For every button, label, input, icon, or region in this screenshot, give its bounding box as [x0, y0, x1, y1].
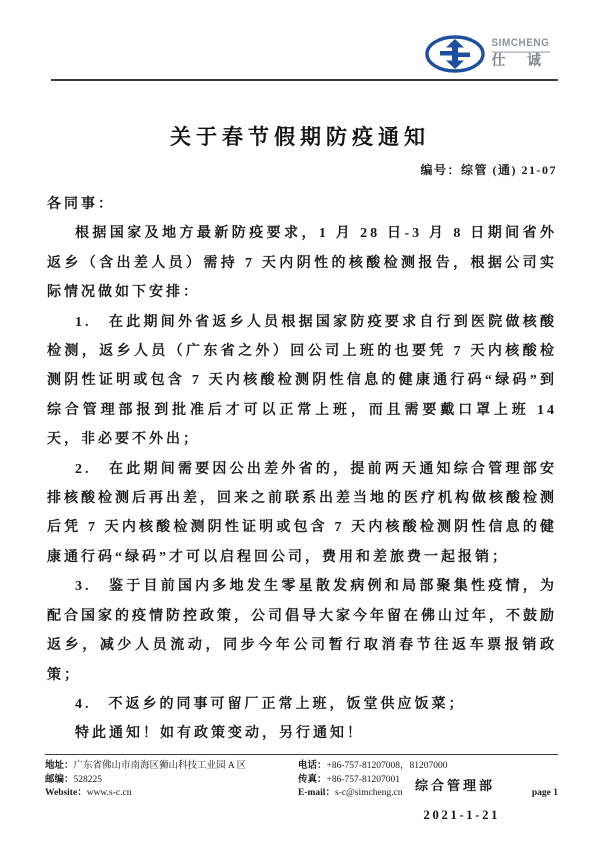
footer-email: [298, 787, 558, 801]
phone-label: 电话：: [298, 761, 327, 771]
brand-name-en: SIMCHENG: [492, 38, 551, 52]
fax-value: +86-757-81207001: [326, 774, 400, 785]
notice-body: [47, 190, 557, 749]
body-paragraph-item-4: 4. 不返乡的同事可留厂正常上班，饭堂供应饭菜；: [75, 696, 466, 712]
email-label: E-mail：: [298, 788, 335, 798]
page-title: 关于春节假期防疫通知: [170, 125, 430, 149]
email-value: s-c@simcheng.cn: [334, 788, 403, 798]
brand-name-cn: 仕 诚: [491, 54, 550, 69]
footer-fax: [298, 774, 558, 788]
brand-text: [492, 39, 551, 69]
footer-address: [45, 760, 298, 774]
document-number: 编号：综管 (通) 21-07: [420, 163, 557, 177]
closing-line: 特此通知！如有政策变动，另行通知！: [75, 726, 364, 742]
page-number: page 1: [531, 788, 558, 798]
phone-value: +86-757-81207008，81207000: [326, 761, 448, 771]
fax-label: 传真：: [298, 774, 327, 785]
address-value: 广东省佛山市南海区狮山科技工业园 A 区: [73, 761, 247, 771]
footer-phone: [298, 760, 558, 774]
body-paragraph: 根据国家及地方最新防疫要求，1 月 28 日-3 月 8 日期间省外返乡（含出差人员）需持 7 天内阴性的核酸检测报告，根据公司实际情况做如下安排：: [47, 226, 557, 301]
footer-zip: [45, 774, 298, 788]
company-logo: [424, 34, 551, 74]
footer-row-1: [45, 760, 558, 774]
simcheng-logo-icon: [424, 34, 486, 74]
letterhead-header: [0, 0, 600, 79]
website-label: Website：: [45, 788, 87, 798]
signature-department: 综合管理部: [414, 777, 495, 793]
address-label: 地址：: [45, 761, 74, 771]
website-value: www.s-c.cn: [86, 788, 132, 798]
footer-website: [45, 787, 298, 801]
zip-label: 邮编：: [45, 774, 74, 785]
footer-row-2: [45, 774, 558, 788]
body-paragraph-item-3: 3. 鉴于目前国内多地发生零星散发病例和局部聚集性疫情，为配合国家的疫情防控政策，公司倡导大家今年留在佛山过年，不鼓励返乡，减少人员流动，同步今年公司暂行取消春节往返车票报销政策；: [47, 579, 557, 683]
zip-value: 528225: [73, 774, 103, 785]
body-paragraph-item-2: 2. 在此期间需要因公出差外省的，提前两天通知综合管理部安排核酸检测后再出差，回来之前联系出差当地的医疗机构做核酸检测后凭 7 天内核酸检测阴性证明或包含 7 天内核酸检测阴性信息的健康通行码“绿码”才可以启程回公司，费用和差旅费一起报销；: [47, 461, 557, 565]
letterhead-footer: [45, 754, 558, 801]
footer-row-3: [45, 787, 558, 801]
header-divider: [51, 79, 558, 81]
signature-date: 2021-1-21: [423, 806, 500, 822]
greeting-line: 各同事：: [47, 197, 115, 212]
body-paragraph-item-1: 1. 在此期间外省返乡人员根据国家防疫要求自行到医院做核酸检测，返乡人员（广东省之外）回公司上班的也要凭 7 天内核酸检测阴性证明或包含 7 天内核酸检测阴性信息的健康通行码“绿码”到综合管理部报到批准后才可以正常上班，而且需要戴口罩上班 14 天，非必要不外出；: [47, 314, 557, 448]
